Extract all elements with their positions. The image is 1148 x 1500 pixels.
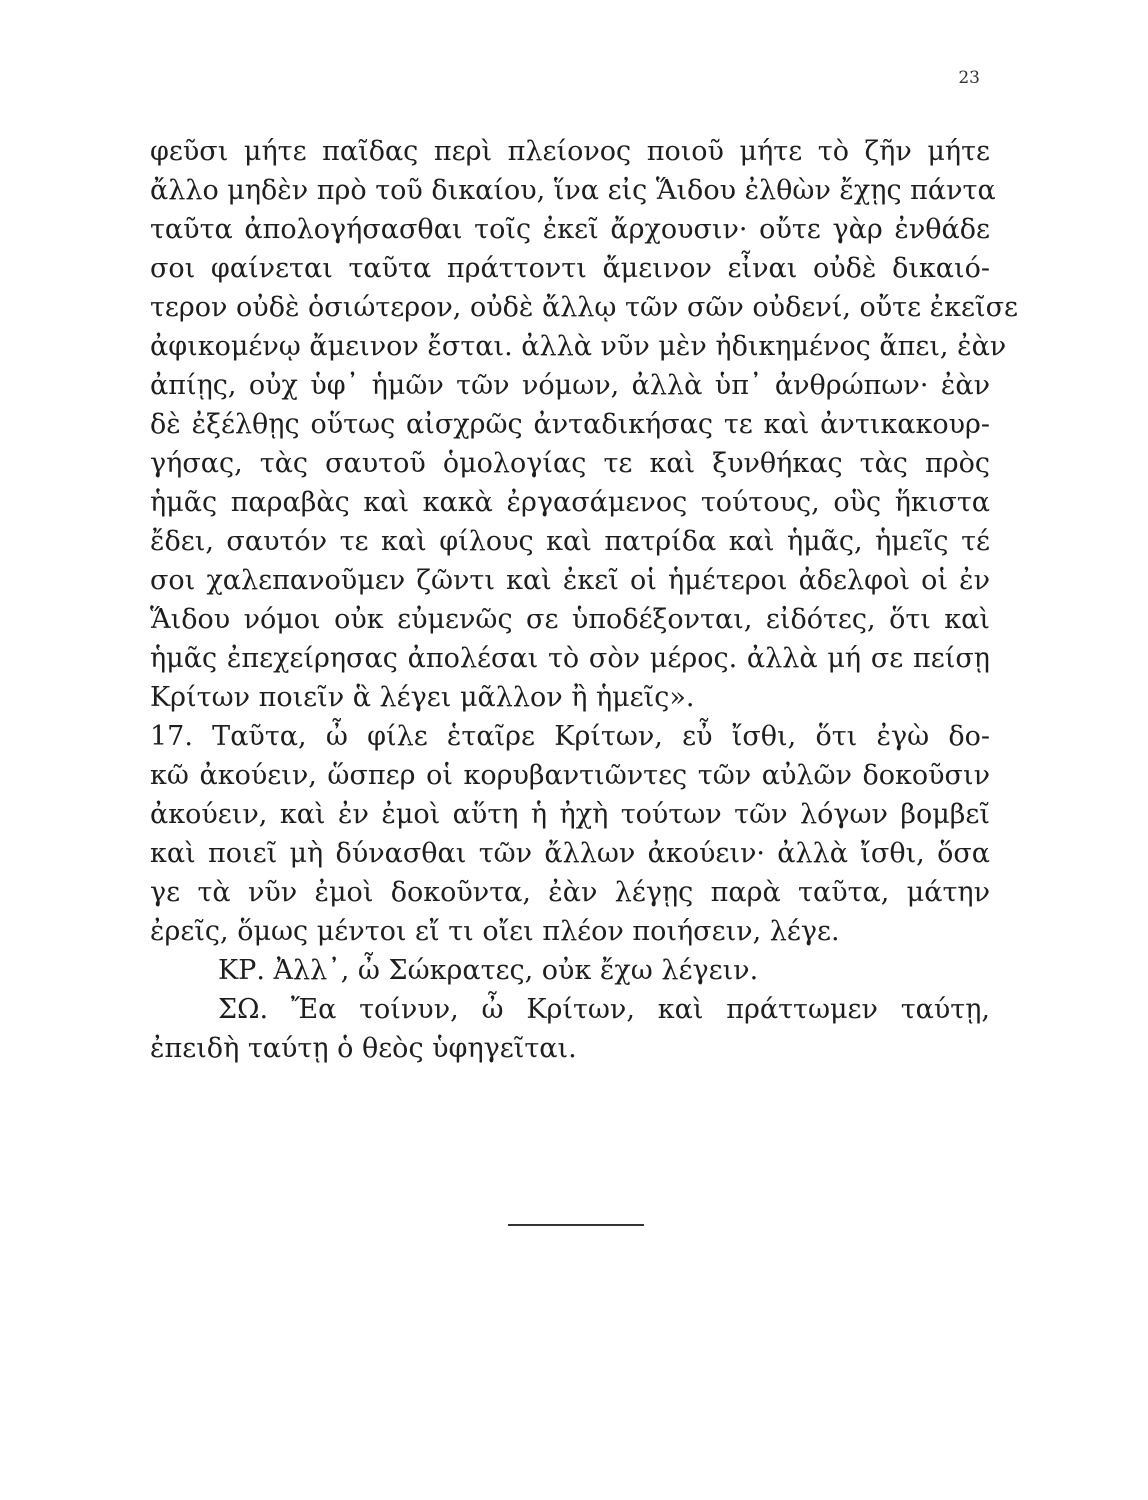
text-line: ἐρεῖς, ὅμως μέντοι εἴ τι οἴει πλέον ποιήσειν, λέγε. <box>150 916 840 947</box>
text-line: Ἅιδου νόμοι οὐκ εὐμενῶς σε ὑποδέξονται, εἰδότες, ὅτι καὶ <box>150 604 990 635</box>
text-line: ἡμᾶς ἐπεχείρησας ἀπολέσαι τὸ σὸν μέρος. ἀλλὰ μή σε πείσῃ <box>150 643 990 674</box>
body-text <box>150 132 1019 1068</box>
text-line: ἐπειδὴ ταύτῃ ὁ θεὸς ὑφηγεῖται. <box>150 1033 577 1064</box>
speaker-line-sokrates: ΣΩ. Ἔα τοίνυν, ὦ Κρίτων, καὶ πράττωμεν ταύτῃ, <box>218 994 990 1025</box>
text-line: ἡμᾶς παραβὰς καὶ κακὰ ἐργασάμενος τούτους, οὓς ἥκιστα <box>150 487 990 518</box>
page-number: 23 <box>958 68 980 88</box>
section-divider <box>508 1224 644 1226</box>
text-line: ἀπίῃς, οὐχ ὑφ᾽ ἡμῶν τῶν νόμων, ἀλλὰ ὑπ᾽ ἀνθρώπων· ἐὰν <box>150 370 990 401</box>
text-line: Κρίτων ποιεῖν ἃ λέγει μᾶλλον ἢ ἡμεῖς». <box>150 682 695 713</box>
text-line: 17. Ταῦτα, ὦ φίλε ἑταῖρε Κρίτων, εὖ ἴσθι, ὅτι ἐγὼ δο- <box>150 721 990 752</box>
text-line: ταῦτα ἀπολογήσασθαι τοῖς ἐκεῖ ἄρχουσιν· οὔτε γὰρ ἐνθάδε <box>150 214 990 245</box>
text-line: ἔδει, σαυτόν τε καὶ φίλους καὶ πατρίδα καὶ ἡμᾶς, ἡμεῖς τέ <box>150 526 990 557</box>
text-line: τερον οὐδὲ ὁσιώτερον, οὐδὲ ἄλλῳ τῶν σῶν οὐδενί, οὔτε ἐκεῖσε <box>150 292 1019 323</box>
text-line: κῶ ἀκούειν, ὥσπερ οἱ κορυβαντιῶντες τῶν αὐλῶν δοκοῦσιν <box>150 760 990 791</box>
text-line: καὶ ποιεῖ μὴ δύνασθαι τῶν ἄλλων ἀκούειν· ἀλλὰ ἴσθι, ὅσα <box>150 838 990 869</box>
speaker-line-kriton: ΚΡ. Ἀλλ᾽, ὦ Σώκρατες, οὐκ ἔχω λέγειν. <box>218 955 759 986</box>
text-line: ἀκούειν, καὶ ἐν ἐμοὶ αὕτη ἡ ἠχὴ τούτων τῶν λόγων βομβεῖ <box>150 799 990 830</box>
text-line: σοι φαίνεται ταῦτα πράττοντι ἄμεινον εἶναι οὐδὲ δικαιό- <box>150 253 990 284</box>
text-line: σοι χαλεπανοῦμεν ζῶντι καὶ ἐκεῖ οἱ ἡμέτεροι ἀδελφοὶ οἱ ἐν <box>150 565 990 596</box>
text-line: δὲ ἐξέλθῃς οὕτως αἰσχρῶς ἀνταδικήσας τε καὶ ἀντικακουρ- <box>150 409 990 440</box>
text-line: ἀφικομένῳ ἄμεινον ἔσται. ἀλλὰ νῦν μὲν ἠδικημένος ἄπει, ἐὰν <box>150 331 1007 362</box>
text-line: γε τὰ νῦν ἐμοὶ δοκοῦντα, ἐὰν λέγῃς παρὰ ταῦτα, μάτην <box>150 877 990 908</box>
text-line: γήσας, τὰς σαυτοῦ ὁμολογίας τε καὶ ξυνθήκας τὰς πρὸς <box>150 448 990 479</box>
text-line: ἄλλο μηδὲν πρὸ τοῦ δικαίου, ἵνα εἰς Ἅιδου ἐλθὼν ἔχῃς πάντα <box>150 175 996 206</box>
text-line: φεῦσι μήτε παῖδας περὶ πλείονος ποιοῦ μήτε τὸ ζῆν μήτε <box>150 136 990 167</box>
